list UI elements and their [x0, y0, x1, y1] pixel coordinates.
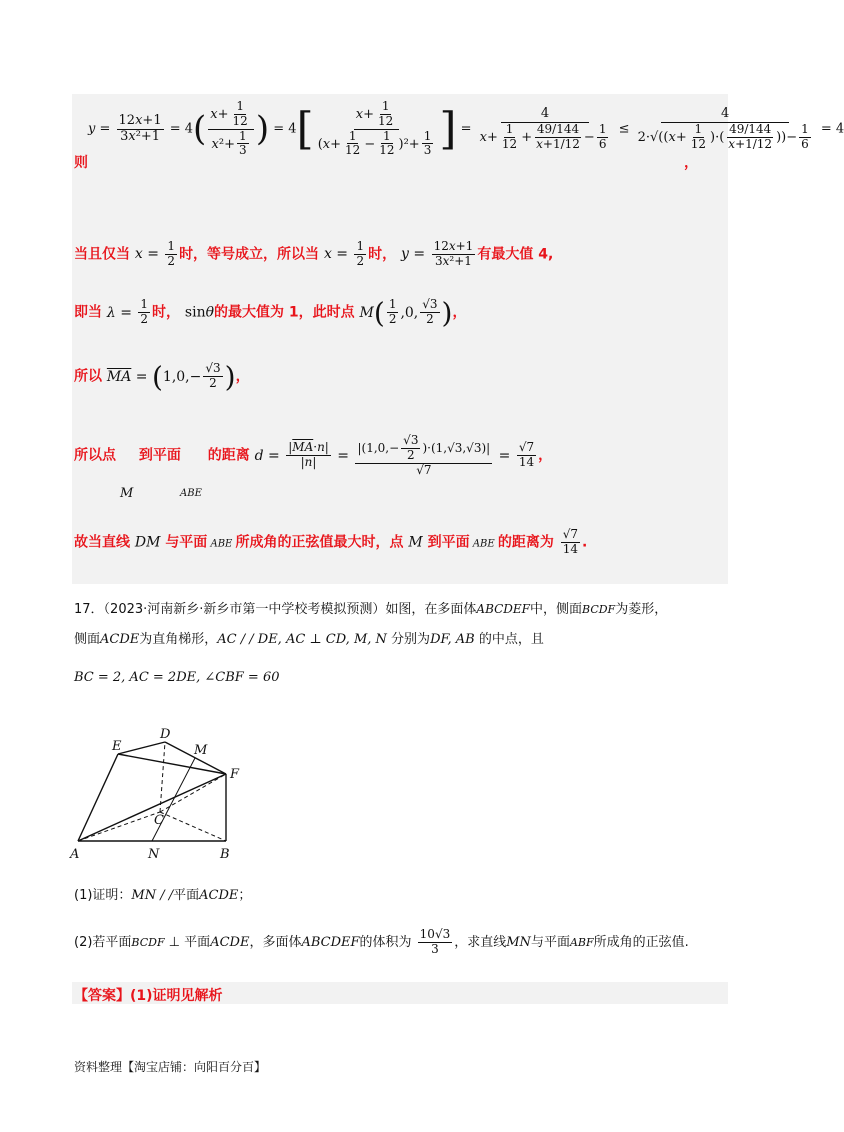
solution-line-2: 当且仅当 x = $\frac{1}{2}$ 时，等号成立，所以当 x = $\frac{1}{2}$ 时， y = $\frac{12x+1}{\text{3x²+1}}$ 有最大值 4,: [74, 239, 554, 268]
edge-a-f: [78, 774, 226, 841]
part-1: (1)证明：MN / /平面ACDE；: [74, 888, 252, 903]
problem-line-1: 17．（2023·河南新乡·新乡市第一中学校考模拟预测）如图，在多面体ABCDEF中，侧面BCDF为菱形，: [74, 602, 668, 617]
edge-a-e: [78, 754, 118, 841]
edge-e-f: [118, 754, 226, 774]
polyhedron-figure: [70, 724, 270, 864]
segment-m-n: [152, 758, 195, 841]
edge-a-c: [78, 812, 160, 841]
part-2: (2)若平面BCDF ⊥ 平面ACDE，多面体ABCDEF的体积为 $\frac{10√3}{3}$ ，求直线MN与平面ABF所成角的正弦值.: [74, 927, 689, 956]
formula-line-1: y = $\frac{12x+1}{\text{3x²+1}}$ = 4( x+ $\frac{1}{12}$ x²+ $\frac{1}{3}$ ) = 4[ x+ $\frac{1}{12}$ (x+ $\frac{1}{12}$ − $\frac{1}{12}$ )²+ $\frac{1}{3}$ ] = 4 x+ $\frac{1}{12}$ + $\frac{49/144}{x+1/12}$ − $\frac{1}{6}$ ≤ 4 2·√((x+ $\frac{1}{12}$ )·( $\frac{49/144}{x+1/12}$ ))− $\frac{1}{6}$ = 4: [88, 99, 844, 158]
solution-block: [72, 94, 728, 584]
solution-line-6: 故当直线 DM 与平面 ABE 所成角的正弦值最大时，点 M 到平面 ABE 的距离为 $\frac{√7}{14}$ .: [74, 527, 588, 556]
solution-line-4: 所以 $\overline{MA} = (1,0,-$ $\frac{√3}{2}$ )，: [74, 360, 250, 393]
problem-conditions: BC = 2, AC = 2DE, ∠CBF = 60: [74, 670, 280, 685]
solution-line-5: 所以点 到平面 的距离 d = $\frac{|\overline{MA}\cdot n|}{|n|}$ = |(1,0,− $\frac{√3}{2}$ )·(1,√3,√3)| √7 = $\frac{√7}{14}$ ，: [74, 433, 553, 477]
point-m-label: M: [120, 486, 134, 501]
label-f: F: [230, 767, 240, 782]
comma-1: ，: [684, 155, 698, 171]
then-label: 则: [74, 155, 88, 171]
label-d: D: [160, 727, 171, 742]
footer-text: 资料整理【淘宝店铺：向阳百分百】: [74, 1060, 267, 1074]
problem-line-2: 侧面ACDE为直角梯形，AC / / DE, AC ⊥ CD, M, N 分别为DF, AB 的中点，且: [74, 632, 544, 647]
label-m: M: [194, 743, 208, 758]
edge-c-b: [160, 812, 226, 841]
edge-e-d: [118, 742, 165, 754]
plane-abe-label: ABE: [180, 488, 202, 499]
label-c: C: [154, 813, 164, 828]
answer-label: 【答案】(1)证明见解析: [74, 988, 223, 1004]
label-e: E: [112, 739, 122, 754]
label-n: N: [148, 847, 160, 862]
label-b: B: [220, 847, 230, 862]
solution-line-3: 即当 λ = $\frac{1}{2}$ 时， sinθ的最大值为 1，此时点 M( $\frac{1}{2}$ ,0, $\frac{√3}{2}$ )，: [74, 296, 467, 329]
label-a: A: [70, 847, 80, 862]
